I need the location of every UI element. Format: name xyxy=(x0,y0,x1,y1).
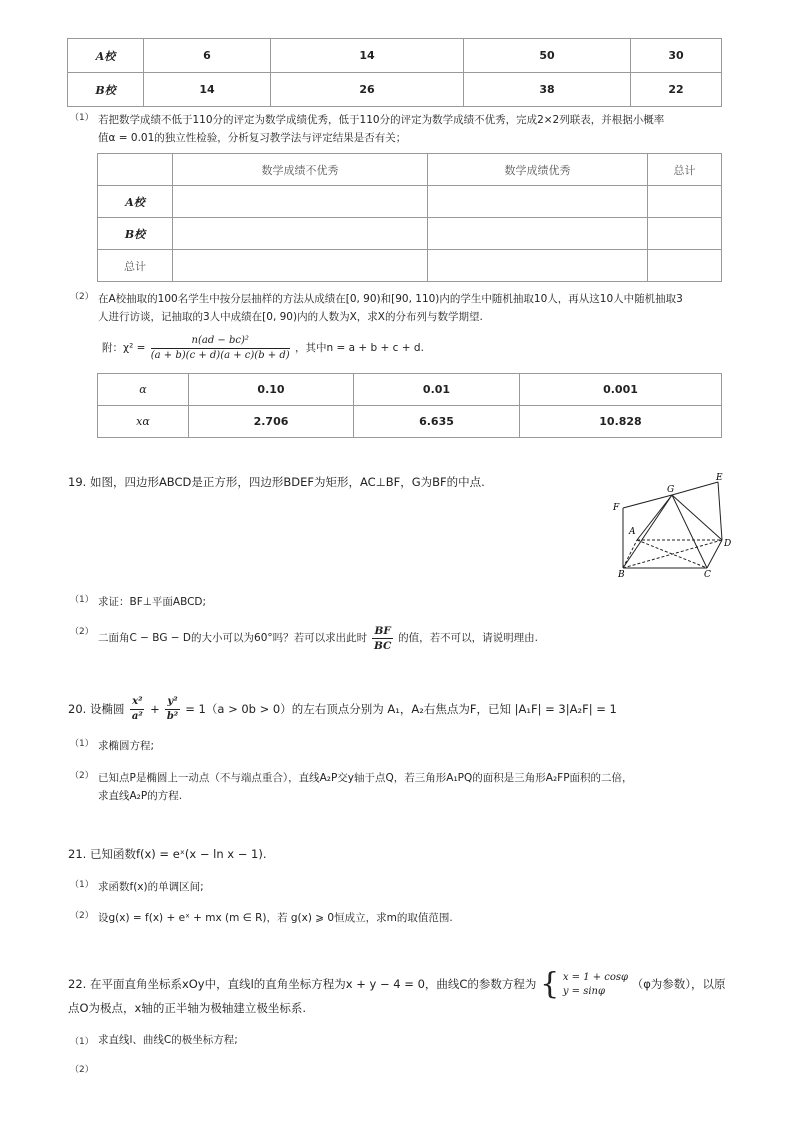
table-row xyxy=(98,186,722,218)
table-cell: 50 xyxy=(464,39,631,73)
formula-prefix: 附：χ² = xyxy=(102,342,146,354)
geometry-figure xyxy=(610,470,734,578)
table-header: 总计 xyxy=(648,154,722,186)
q20-title xyxy=(68,692,617,726)
table-cell: 2.706 xyxy=(189,406,354,438)
table-row xyxy=(98,154,722,186)
frac-x-den: a² xyxy=(131,711,143,722)
row-label: 总计 xyxy=(98,250,173,282)
q22-title-start: 22. 在平面直角坐标系xOy中，直线l的直角坐标方程为x + y − 4 = 0，曲线C的参数方程为 xyxy=(68,977,537,991)
edge-DE xyxy=(718,482,722,540)
score-table xyxy=(67,38,722,107)
table-row xyxy=(98,250,722,282)
q18-part2-line2: 人进行访谈，记抽取的3人中成绩在[0, 90)内的人数为X，求X的分布列与数学期望. xyxy=(98,311,483,323)
label-F: F xyxy=(613,503,620,513)
q22-title-line2: 点O为极点，x轴的正半轴为极轴建立极坐标系. xyxy=(68,1001,307,1015)
q21-title: 21. 已知函数f(x) = eˣ(x − ln x − 1). xyxy=(68,847,267,861)
table-cell: 0.10 xyxy=(189,374,354,406)
table-cell: 0.01 xyxy=(354,374,520,406)
part-number: （2） xyxy=(70,1065,94,1075)
q19-part2-text: 二面角C − BG − D的大小可以为60°吗？若可以求出此时 xyxy=(98,632,368,644)
label-B: B xyxy=(618,570,625,578)
part-number: （2） xyxy=(70,292,94,302)
parametric-system xyxy=(563,971,628,999)
row-label: A校 xyxy=(68,39,144,73)
label-A: A xyxy=(629,527,636,537)
q20-part1: 求椭圆方程; xyxy=(98,740,155,752)
q19-title: 19. 如图，四边形ABCD是正方形，四边形BDEF为矩形，AC⊥BF，G为BF的中点. xyxy=(68,475,485,489)
q22-part1: 求直线l、曲线C的极坐标方程; xyxy=(98,1034,238,1046)
formula-suffix: ，其中n = a + b + c + d. xyxy=(295,342,424,354)
edge-BA xyxy=(623,540,637,568)
q19-part1: 求证：BF⊥平面ABCD; xyxy=(98,596,207,608)
row-label: xα xyxy=(98,406,189,438)
table-cell: 30 xyxy=(631,39,722,73)
part-number: （1） xyxy=(70,595,94,605)
q22-title xyxy=(68,968,726,1000)
ellipse-frac-y xyxy=(165,695,179,724)
table-cell: 14 xyxy=(144,73,271,107)
row-label: B校 xyxy=(98,218,173,250)
q18-part2-line1: 在A校抽取的100名学生中按分层抽样的方法从成绩在[0, 90)和[90, 110)内的学生中随机抽取10人，再从这10人中随机抽取3 xyxy=(98,293,683,305)
part-number: （2） xyxy=(70,627,94,637)
table-cell: 6.635 xyxy=(354,406,520,438)
table-row xyxy=(98,218,722,250)
formula-fraction xyxy=(151,334,290,363)
q18-part1-line1: 若把数学成绩不低于110分的评定为数学成绩优秀，低于110分的评定为数学成绩不优秀，完成2×2列联表，并根据小概率 xyxy=(98,114,665,126)
edge-GC xyxy=(672,495,707,568)
part-number: （1） xyxy=(70,880,94,890)
q19-part2-text-end: 的值，若不可以，请说明理由. xyxy=(398,632,539,644)
table-row xyxy=(98,406,722,438)
q22-title-end: （φ为参数），以原 xyxy=(631,977,726,991)
ratio-fraction xyxy=(372,624,392,653)
q18-part1-line2: 值α = 0.01的独立性检验，分析复习教学法与评定结果是否有关； xyxy=(98,132,407,144)
q20-part2-line1: 已知点P是椭圆上一动点（不与端点重合），直线A₂P交y轴于点Q，若三角形A₁PQ的面积是三角形A₂FP面积的二倍， xyxy=(98,772,633,784)
ratio-numerator: BF xyxy=(374,624,391,637)
table-cell: 22 xyxy=(631,73,722,107)
table-row xyxy=(98,374,722,406)
edge-CD xyxy=(707,540,722,568)
table-cell: 10.828 xyxy=(520,406,722,438)
row-label: A校 xyxy=(98,186,173,218)
table-cell: 14 xyxy=(271,39,464,73)
label-D: D xyxy=(724,539,732,549)
table-header: 数学成绩不优秀 xyxy=(173,154,428,186)
q21-part2: 设g(x) = f(x) + eˣ + mx (m ∈ R)，若 g(x) ⩾ 0恒成立，求m的取值范围. xyxy=(98,912,453,924)
edge-BD xyxy=(623,540,722,568)
part-number: （1） xyxy=(70,739,94,749)
q21-part1: 求函数f(x)的单调区间; xyxy=(98,881,204,893)
formula-numerator: n(ad − bc)² xyxy=(151,334,290,349)
ellipse-frac-x xyxy=(130,695,144,724)
q19-part2 xyxy=(98,621,538,655)
left-brace: { xyxy=(540,966,560,1002)
table-cell: 0.001 xyxy=(520,374,722,406)
part-number: （2） xyxy=(70,911,94,921)
table-cell: 6 xyxy=(144,39,271,73)
formula-denominator: (a + b)(c + d)(a + c)(b + d) xyxy=(150,349,290,361)
frac-y-den: b² xyxy=(166,711,179,722)
table-header: 数学成绩优秀 xyxy=(428,154,648,186)
frac-x-num: x² xyxy=(130,695,144,710)
table-cell: 26 xyxy=(271,73,464,107)
edge-GD xyxy=(672,495,722,540)
parametric-eq-x: x = 1 + cosφ xyxy=(562,971,629,983)
row-label: α xyxy=(98,374,189,406)
part-number: （1） xyxy=(70,1037,94,1047)
edge-GA xyxy=(637,495,672,540)
row-label: B校 xyxy=(68,73,144,107)
chi-square-formula xyxy=(102,332,424,364)
q20-title-end: = 1（a > 0b > 0）的左右顶点分别为 A₁，A₂右焦点为F，已知 |A₁F| = 3|A₂F| = 1 xyxy=(185,702,617,716)
q20-title-start: 20. 设椭圆 xyxy=(68,702,125,716)
ratio-denominator: BC xyxy=(373,639,392,652)
part-number: （1） xyxy=(70,113,94,123)
part-number: （2） xyxy=(70,771,94,781)
table-cell: 38 xyxy=(464,73,631,107)
parametric-eq-y: y = sinφ xyxy=(562,985,605,997)
plus-sign: + xyxy=(150,702,160,716)
table-row xyxy=(68,73,722,107)
label-E: E xyxy=(716,473,723,483)
edge-GE xyxy=(672,482,718,495)
label-G: G xyxy=(667,485,675,495)
table-row xyxy=(68,39,722,73)
frac-y-num: y² xyxy=(165,695,179,710)
label-C: C xyxy=(704,570,711,578)
contingency-table xyxy=(97,153,722,282)
q20-part2-line2: 求直线A₂P的方程. xyxy=(98,790,183,802)
table-header xyxy=(98,154,173,186)
critical-value-table xyxy=(97,373,722,438)
